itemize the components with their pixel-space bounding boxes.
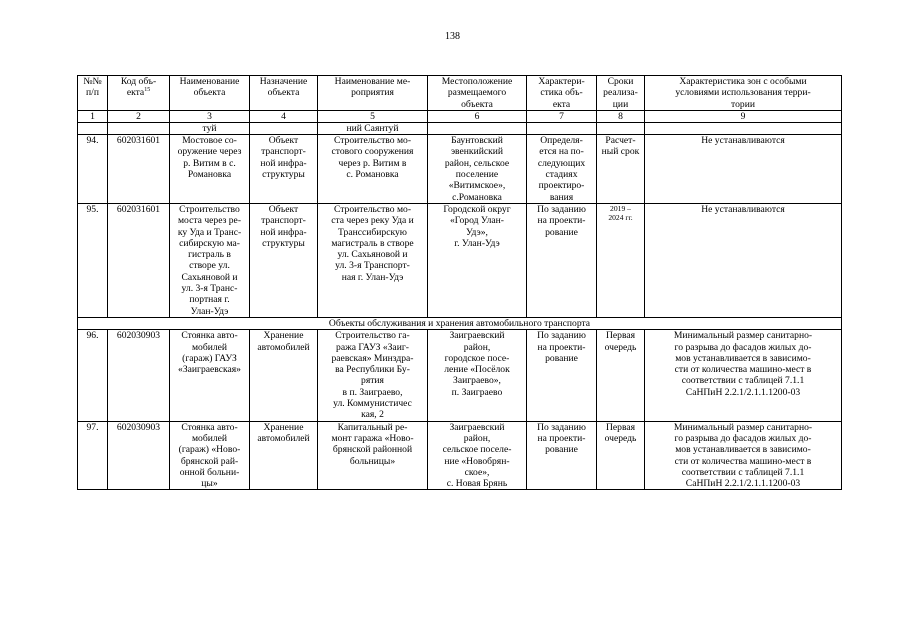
implementation-term: Первая очередь [597,330,645,421]
cell-empty [108,122,170,134]
header-code [108,76,170,111]
table-row [78,135,842,204]
object-name: Стоянка авто- мобилей (гараж) ГАУЗ «Заиграевская» [170,330,250,421]
header-location: Местоположение размещаемого объекта [428,76,527,111]
column-number: 5 [318,110,428,122]
object-code: 602031601 [108,203,170,317]
column-number: 3 [170,110,250,122]
row-number: 95. [78,203,108,317]
object-purpose: Объект транспорт- ной инфра- структуры [250,203,318,317]
column-number: 7 [527,110,597,122]
zones-characteristic: Не устанавливаются [645,135,842,204]
object-purpose: Хранение автомобилей [250,330,318,421]
column-numbers-row [78,110,842,122]
implementation-term: Первая очередь [597,421,645,490]
column-number: 4 [250,110,318,122]
object-location: Баунтовский эвенкийский район, сельское поселение «Витимское», с.Романовка [428,135,527,204]
header-number: №№ п/п [78,76,108,111]
table-header-row [78,76,842,111]
object-code: 602030903 [108,330,170,421]
object-characteristic: По заданию на проекти- рование [527,330,597,421]
section-row [78,317,842,329]
cell-empty [597,122,645,134]
cell-empty [527,122,597,134]
column-number: 1 [78,110,108,122]
object-characteristic: Определя- ется на по- следующих стадиях проектиро- вания [527,135,597,204]
section-title: Объекты обслуживания и хранения автомобильного транспорта [78,317,842,329]
table-row [78,421,842,490]
page-number: 138 [445,31,460,42]
continuation-measure: ний Саянтуй [318,122,428,134]
measure-name: Строительство мо- стового сооружения через р. Витим в с. Романовка [318,135,428,204]
object-location: Заиграевский район, сельское поселе- ние «Новобрян- ское», с. Новая Брянь [428,421,527,490]
header-object-name: Наименование объекта [170,76,250,111]
header-zones: Характеристика зон с особыми условиями использования терри- тории [645,76,842,111]
zones-characteristic: Минимальный размер санитарно- го разрыва до фасадов жилых до- мов устанавливается в зависимо- сти от количества машино-мест в соответствии с таблицей 7.1.1 СаНПиН 2.2.1/2.1.1.1200-03 [645,421,842,490]
row-number: 94. [78,135,108,204]
header-measure: Наименование ме- роприятия [318,76,428,111]
object-code: 602031601 [108,135,170,204]
implementation-term: 2019 – 2024 гг. [597,203,645,317]
header-purpose: Назначение объекта [250,76,318,111]
cell-empty [78,122,108,134]
cell-empty [250,122,318,134]
zones-characteristic: Не устанавливаются [645,203,842,317]
footnote-ref: 15 [144,87,151,94]
object-characteristic: По заданию на проекти- рование [527,203,597,317]
object-location: Городской округ «Город Улан- Удэ», г. Улан-Удэ [428,203,527,317]
measure-name: Строительство га- ража ГАУЗ «Заиг- раевская» Минздра- ва Республики Бу- рятия в п. Заиграево, ул. Коммунистичес кая, 2 [318,330,428,421]
object-purpose: Хранение автомобилей [250,421,318,490]
objects-table [77,75,842,490]
zones-characteristic: Минимальный размер санитарно- го разрыва до фасадов жилых до- мов устанавливается в зависимо- сти от количества машино-мест в соответствии с таблицей 7.1.1 СаНПиН 2.2.1/2.1.1.1200-03 [645,330,842,421]
header-term: Сроки реализа- ции [597,76,645,111]
implementation-term: Расчет- ный срок [597,135,645,204]
object-purpose: Объект транспорт- ной инфра- структуры [250,135,318,204]
row-number: 97. [78,421,108,490]
column-number: 9 [645,110,842,122]
object-code: 602030903 [108,421,170,490]
object-name: Мостовое со- оружение через р. Витим в с. Романовка [170,135,250,204]
row-number: 96. [78,330,108,421]
header-code-text: Код объ- екта [120,76,157,99]
continuation-name: туй [170,122,250,134]
column-number: 6 [428,110,527,122]
column-number: 2 [108,110,170,122]
cell-empty [645,122,842,134]
column-number: 8 [597,110,645,122]
object-characteristic: По заданию на проекти- рование [527,421,597,490]
table-row [78,330,842,421]
table-row [78,203,842,317]
measure-name: Строительство мо- ста через реку Уда и Транссибирскую магистраль в створе ул. Сахьяновой и ул. 3-я Транспорт- ная г. Улан-Удэ [318,203,428,317]
object-name: Стоянка авто- мобилей (гараж) «Ново- брянской рай- онной больни- цы» [170,421,250,490]
object-location: Заиграевский район, городское посе- ление «Посёлок Заиграево», п. Заиграево [428,330,527,421]
header-characteristic: Характери- стика объ- екта [527,76,597,111]
object-name: Строительство моста через ре- ку Уда и Транс- сибирскую ма- гистраль в створе ул. Сахьяновой и ул. 3-я Транс- портная г. Улан-Удэ [170,203,250,317]
measure-name: Капитальный ре- монт гаража «Ново- брянской районной больницы» [318,421,428,490]
cell-empty [428,122,527,134]
continuation-row [78,122,842,134]
